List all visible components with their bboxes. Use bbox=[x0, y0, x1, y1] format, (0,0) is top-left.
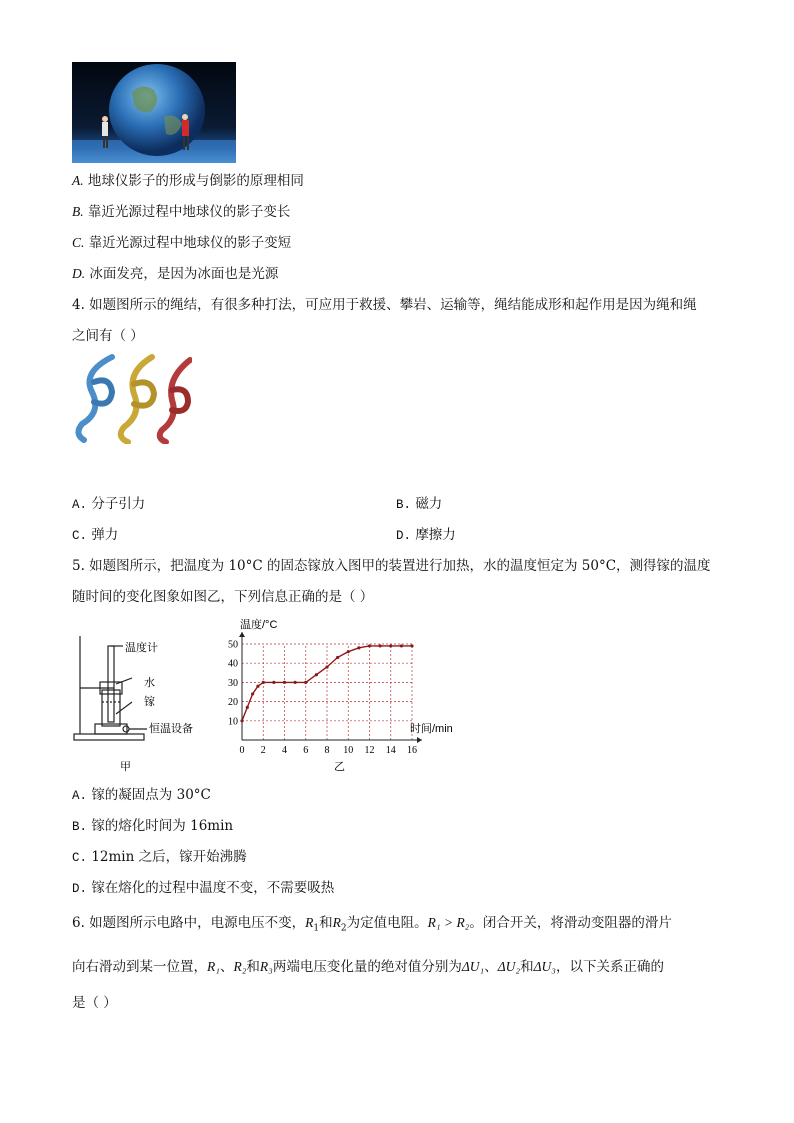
q5-figures bbox=[72, 616, 472, 776]
data-point bbox=[379, 644, 382, 647]
data-point bbox=[240, 719, 243, 722]
x-tick-label: 12 bbox=[364, 745, 375, 756]
x-axis-arrow bbox=[417, 737, 422, 743]
y-tick-label: 10 bbox=[228, 716, 238, 728]
data-point bbox=[315, 673, 318, 676]
q3-option-d: D. 冰面发亮，是因为冰面也是光源 bbox=[72, 266, 279, 282]
data-point bbox=[256, 685, 259, 688]
data-point bbox=[336, 656, 339, 659]
x-tick-label: 8 bbox=[324, 745, 330, 756]
data-point bbox=[272, 681, 275, 684]
x-tick-label: 2 bbox=[260, 745, 266, 756]
chart-ticks bbox=[228, 640, 417, 757]
y-tick-label: 50 bbox=[228, 639, 238, 651]
q5-option-c: C. 12min 之后，镓开始沸腾 bbox=[72, 849, 247, 865]
data-point bbox=[325, 665, 328, 668]
q5-option-d: D. 镓在熔化的过程中温度不变，不需要吸热 bbox=[72, 880, 335, 896]
q5-option-a: A. 镓的凝固点为 30°C bbox=[72, 787, 211, 803]
x-tick-label: 4 bbox=[282, 745, 287, 756]
rope-knots-image bbox=[72, 352, 192, 444]
y-axis-arrow bbox=[239, 632, 245, 637]
data-point bbox=[294, 681, 297, 684]
q5-option-b: B. 镓的熔化时间为 16min bbox=[72, 818, 234, 834]
x-tick-label: 14 bbox=[385, 745, 396, 756]
q4-stem-line2: 之间有（ ） bbox=[72, 328, 144, 344]
rope-knots-art bbox=[72, 352, 192, 444]
x-tick-label: 0 bbox=[239, 745, 245, 756]
y-tick-label: 30 bbox=[228, 677, 238, 689]
q3-option-a: A. 地球仪影子的形成与倒影的原理相同 bbox=[72, 173, 304, 189]
q6-stem-line3: 是（ ） bbox=[72, 995, 117, 1011]
label-thermometer: 温度计 bbox=[125, 642, 158, 654]
data-point bbox=[262, 681, 265, 684]
y-tick-label: 40 bbox=[228, 658, 238, 670]
q5-stem-line1: 5. 如题图所示，把温度为 10°C 的固态镓放入图甲的装置进行加热，水的温度恒定为 50°C，测得镓的温度 bbox=[72, 558, 711, 574]
x-tick-label: 16 bbox=[407, 745, 417, 756]
data-point bbox=[304, 681, 307, 684]
x-tick-label: 10 bbox=[343, 745, 354, 756]
q4-option-a: A. 分子引力 bbox=[72, 496, 146, 512]
data-point bbox=[368, 644, 371, 647]
globe-shadow-photo bbox=[72, 62, 236, 163]
q6-stem-line2: 向右滑动到某一位置，R₁、R₂和R₃两端电压变化量的绝对值分别为ΔU₁、ΔU₂和ΔU₃，以下关系正确的 bbox=[72, 959, 664, 975]
q6-stem-line1: 6. 如题图所示电路中，电源电压不变，$R_1$和$R_2$为定值电阻。R₁ > R₂。闭合开关，将滑动变阻器的滑片 bbox=[72, 915, 672, 934]
data-point bbox=[251, 692, 254, 695]
q5-stem-line2: 随时间的变化图象如图乙，下列信息正确的是（ ） bbox=[72, 589, 374, 605]
q4-option-b: B. 磁力 bbox=[396, 496, 443, 512]
data-point bbox=[357, 646, 360, 649]
chart-axes bbox=[239, 632, 422, 743]
label-gallium: 镓 bbox=[144, 696, 155, 708]
data-point bbox=[246, 706, 249, 709]
data-point bbox=[283, 681, 286, 684]
data-point bbox=[400, 644, 403, 647]
data-point bbox=[410, 644, 413, 647]
caption-jia: 甲 bbox=[120, 761, 131, 773]
y-tick-label: 20 bbox=[228, 697, 238, 709]
q4-option-d: D. 摩擦力 bbox=[396, 527, 456, 543]
globe-photo-art bbox=[72, 62, 236, 163]
chart-xlabel: 时间/min bbox=[410, 723, 453, 735]
temperature-time-chart bbox=[222, 616, 467, 776]
q4-option-c: C. 弹力 bbox=[72, 527, 119, 543]
caption-yi: 乙 bbox=[334, 761, 345, 773]
chart-grid bbox=[242, 644, 412, 740]
x-tick-label: 6 bbox=[303, 745, 309, 756]
chart-ylabel: 温度/°C bbox=[240, 619, 278, 631]
data-point bbox=[389, 644, 392, 647]
data-point bbox=[347, 650, 350, 653]
label-water: 水 bbox=[144, 677, 155, 689]
label-heater: 恒温设备 bbox=[149, 723, 193, 735]
q3-option-c: C. 靠近光源过程中地球仪的影子变短 bbox=[72, 235, 292, 251]
q4-stem-line1: 4. 如题图所示的绳结，有很多种打法，可应用于救援、攀岩、运输等，绳结能成形和起作用是因为绳和绳 bbox=[72, 297, 697, 313]
q3-option-b: B. 靠近光源过程中地球仪的影子变长 bbox=[72, 204, 291, 220]
heating-apparatus bbox=[72, 616, 212, 776]
